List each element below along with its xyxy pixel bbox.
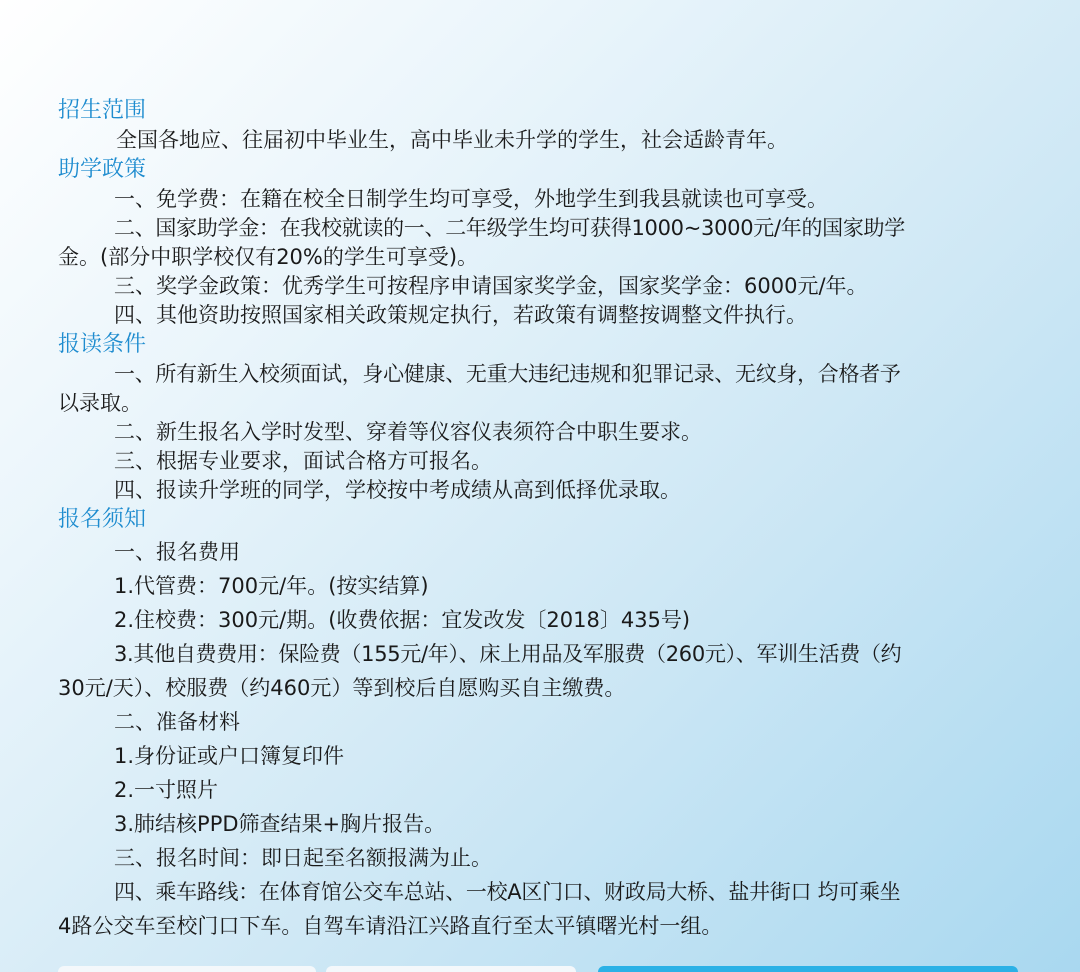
paragraph-line: 30元/天）、校服费（约460元）等到校后自愿购买自主缴费。 <box>58 676 626 700</box>
paragraph-line: 1.身份证或户口簿复印件 <box>114 744 345 768</box>
paragraph-line: 四、乘车路线：在体育馆公交车总站、一校A区门口、财政局大桥、盐井街口 均可乘坐 <box>114 880 901 904</box>
document-body <box>58 96 1028 943</box>
paragraph-line: 3.肺结核PPD筛查结果+胸片报告。 <box>114 812 446 836</box>
paragraph-line: 四、其他资助按照国家相关政策规定执行，若政策有调整按调整文件执行。 <box>114 303 807 327</box>
paragraph-line: 三、根据专业要求，面试合格方可报名。 <box>114 449 492 473</box>
paragraph-line: 三、奖学金政策：优秀学生可按程序申请国家奖学金，国家奖学金：6000元/年。 <box>114 274 868 298</box>
paragraph-line: 一、报名费用 <box>114 540 240 564</box>
paragraph-line: 2.住校费：300元/期。(收费依据：宜发改发〔2018〕435号) <box>114 608 691 632</box>
bottom-accent-strip <box>598 966 1018 972</box>
bottom-tab-strip <box>326 966 576 972</box>
section-heading: 报名须知 <box>58 507 147 532</box>
paragraph-line: 4路公交车至校门口下车。自驾车请沿江兴路直行至太平镇曙光村一组。 <box>58 914 723 938</box>
paragraph-line: 金。(部分中职学校仅有20%的学生可享受)。 <box>58 245 479 269</box>
section-heading: 报读条件 <box>58 332 147 357</box>
section-admission-requirements <box>58 330 1028 505</box>
paragraph-line: 1.代管费：700元/年。(按实结算) <box>114 574 429 598</box>
paragraph-line: 3.其他自费费用：保险费（155元/年）、床上用品及军服费（260元）、军训生活费（约 <box>114 642 902 666</box>
paragraph-line: 二、新生报名入学时发型、穿着等仪容仪表须符合中职生要求。 <box>114 420 702 444</box>
section-enrollment-scope <box>58 96 1028 155</box>
paragraph-line: 以录取。 <box>58 391 142 415</box>
paragraph-line: 二、准备材料 <box>114 710 240 734</box>
bottom-tab-strip <box>58 966 316 972</box>
section-heading: 助学政策 <box>58 157 147 182</box>
paragraph-line: 2.一寸照片 <box>114 778 219 802</box>
section-registration-notice <box>58 505 1028 943</box>
paragraph-line: 四、报读升学班的同学，学校按中考成绩从高到低择优录取。 <box>114 478 681 502</box>
section-heading: 招生范围 <box>58 98 147 123</box>
paragraph-line: 二、国家助学金：在我校就读的一、二年级学生均可获得1000~3000元/年的国家助学 <box>114 216 905 240</box>
paragraph-line: 一、所有新生入校须面试，身心健康、无重大违纪违规和犯罪记录、无纹身，合格者予 <box>114 362 901 386</box>
section-financial-aid <box>58 155 1028 330</box>
paragraph-line: 全国各地应、往届初中毕业生，高中毕业未升学的学生，社会适龄青年。 <box>116 128 788 152</box>
paragraph-line: 三、报名时间：即日起至名额报满为止。 <box>114 846 492 870</box>
paragraph-line: 一、免学费：在籍在校全日制学生均可享受，外地学生到我县就读也可享受。 <box>114 187 828 211</box>
